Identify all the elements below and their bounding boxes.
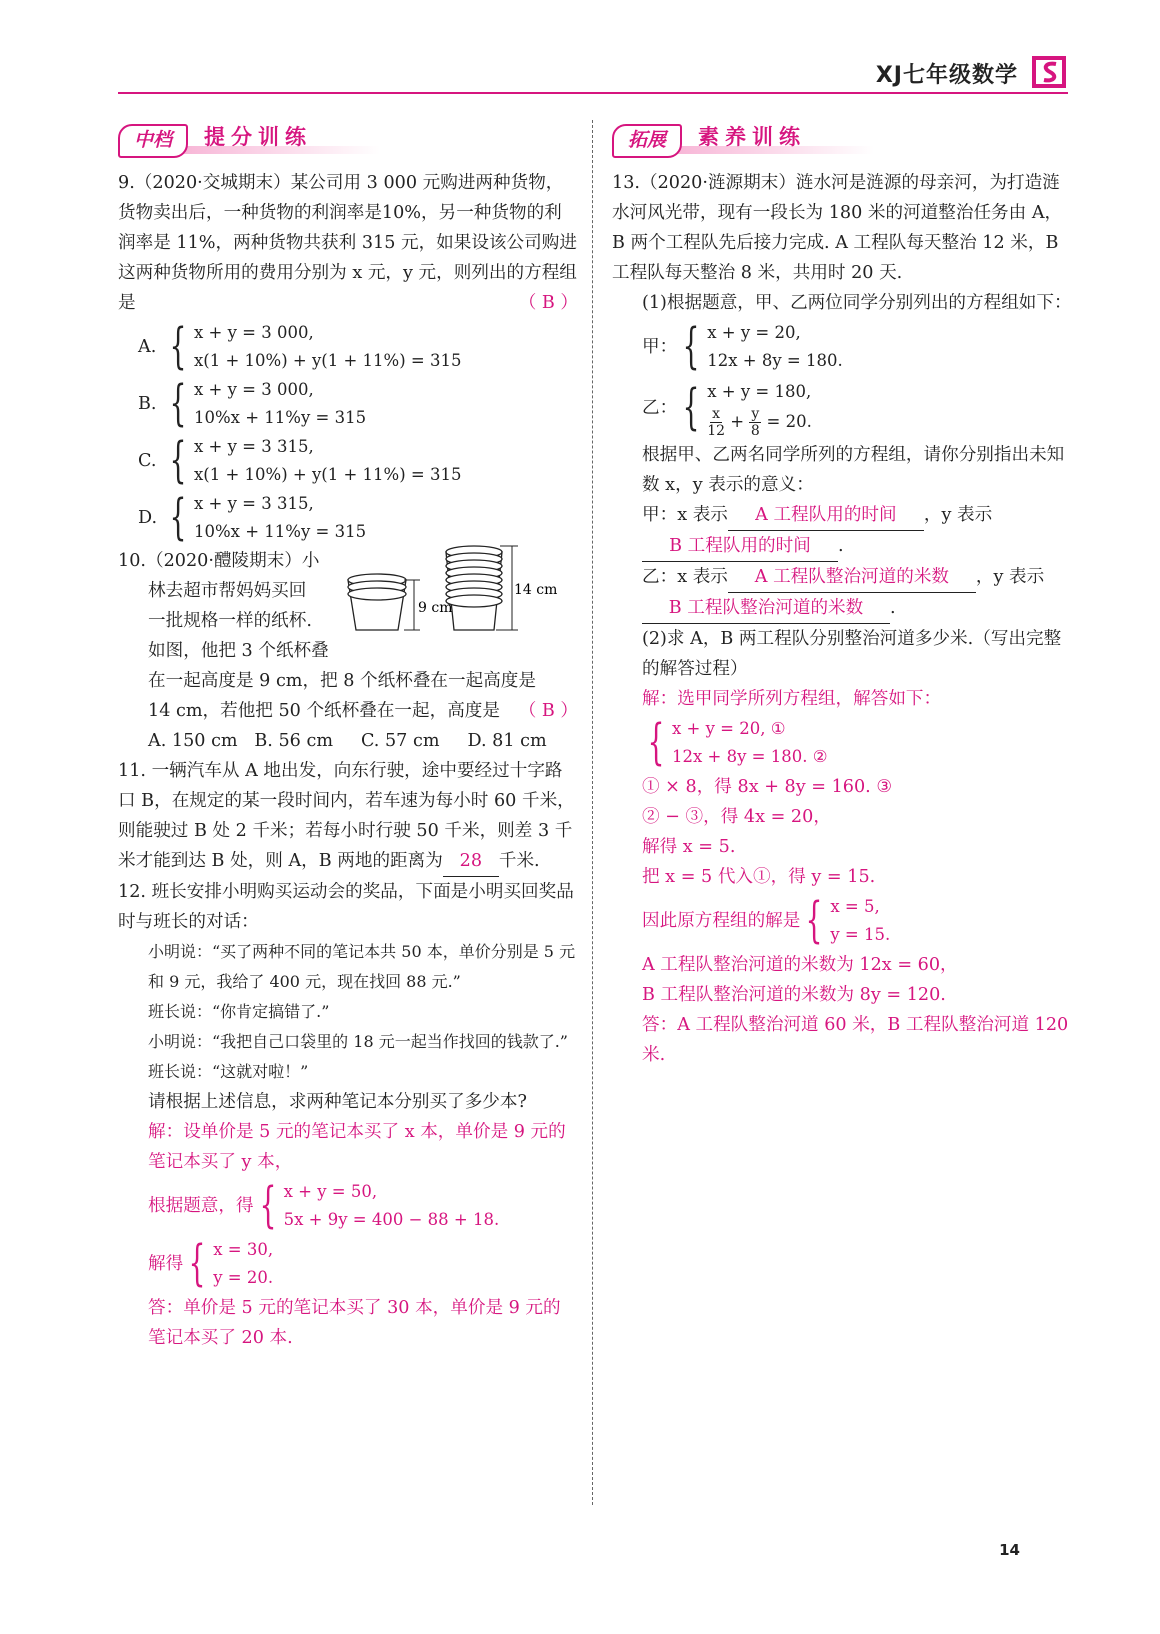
yi-y-blank: B 工程队整治河道的米数 <box>642 593 890 624</box>
q13-part1: (1)根据题意，甲、乙两位同学分别列出的方程组如下： <box>642 293 1072 313</box>
q10-line: 在一起高度是 9 cm，把 8 个纸杯叠在一起高度是 <box>148 671 536 691</box>
yi-system: 乙： { x + y = 180, $\frac{x}{12}$ + $\frac{y}{8}$ = 20. <box>642 379 812 439</box>
q10-line: 10.（2020·醴陵期末）小 <box>118 551 320 571</box>
q13-part2: (2)求 A，B 两工程队分别整治河道多少米.（写出完整的解答过程） <box>642 629 1062 679</box>
q10-line: 14 cm，若他把 50 个纸杯叠在一起，高度是 （ B ） <box>118 696 578 726</box>
column-divider <box>592 120 593 1505</box>
q11-blank: 28 <box>443 846 499 877</box>
jia-x-blank: A 工程队用的时间 <box>728 500 924 531</box>
q12-system: 根据题意，得 { x + y = 50, 5x + 9y = 400 − 88 + 18. <box>148 1177 500 1234</box>
book-title: XJ七年级数学 <box>875 63 1018 88</box>
page-number: 14 <box>999 1541 1020 1559</box>
q12-dialog: 班长说：“你肯定搞错了.” <box>148 1002 330 1021</box>
q10-line: 林去超市帮妈妈买回 <box>148 581 307 601</box>
q13-solution-line: B 工程队整治河道的米数为 8y = 120. <box>642 985 946 1005</box>
q12-dialog: 小明说：“我把自己口袋里的 18 元一起当作找回的钱款了.” <box>148 1032 568 1051</box>
section-title: 提分训练 <box>204 125 312 149</box>
q12-ask: 请根据上述信息，求两种笔记本分别买了多少本? <box>148 1092 527 1112</box>
level-badge: 拓展 <box>612 124 682 158</box>
section-header-left <box>118 120 578 160</box>
cup-label-large: 14 cm <box>514 582 558 598</box>
level-badge: 中档 <box>118 124 188 158</box>
section-header-right <box>612 120 1074 160</box>
q13-solution-line: 把 x = 5 代入①，得 y = 15. <box>642 867 876 887</box>
header-rule <box>118 92 1068 94</box>
yi-x-blank: A 工程队整治河道的米数 <box>728 562 976 593</box>
q13-solution-line: A 工程队整治河道的米数为 12x = 60， <box>642 955 958 975</box>
q10-line: 如图，他把 3 个纸杯叠 <box>148 641 329 661</box>
q13-ask: 根据甲、乙两名同学所列的方程组，请你分别指出未知数 x，y 表示的意义： <box>642 445 1065 495</box>
yi-meaning: 乙：x 表示 A 工程队整治河道的米数 ，y 表示B 工程队整治河道的米数 . <box>612 562 1074 624</box>
option-d: D. { x + y = 3 315, 10%x + 11%y = 315 <box>138 488 367 545</box>
q10-answer: （ B ） <box>518 701 578 721</box>
q13-result: 因此原方程组的解是 { x = 5, y = 15. <box>642 892 891 949</box>
q12-result: 解得 { x = 30, y = 20. <box>148 1235 274 1292</box>
q9-options <box>118 318 578 546</box>
jia-system: 甲： { x + y = 20, 12x + 8y = 180. <box>642 318 843 375</box>
jia-meaning: 甲：x 表示 A 工程队用的时间 ，y 表示B 工程队用的时间 . <box>612 500 1074 562</box>
q13-solution-line: ① × 8，得 8x + 8y = 160. ③ <box>642 777 893 797</box>
option-c: C. { x + y = 3 315, x(1 + 10%) + y(1 + 11%) = 315 <box>138 431 462 488</box>
q11: 11. 一辆汽车从 A 地出发，向东行驶，途中要经过十字路口 B，在规定的某一段时间内，若车速为每小时 60 千米，则能驶过 B 处 2 千米；若每小时行驶 50 千米，则差 3 千米才能到达 B 处，则 A，B 两地的距离为 28 千米. <box>118 756 578 877</box>
option-b: B. { x + y = 3 000, 10%x + 11%y = 315 <box>138 374 367 431</box>
q12-answer: 答：单价是 5 元的笔记本买了 30 本，单价是 9 元的笔记本买了 20 本. <box>148 1298 561 1348</box>
s-logo-icon <box>1032 54 1068 90</box>
q13-stem: 13.（2020·涟源期末）涟水河是涟源的母亲河，为打造涟水河风光带，现有一段长为 180 米的河道整治任务由 A，B 两个工程队先后接力完成. A 工程队每天整治 12 米，B 工程队每天整治 8 米，共用时 20 天. <box>612 173 1063 283</box>
q10 <box>118 546 578 756</box>
q9-answer: （ B ） <box>518 293 578 313</box>
option-a: A. { x + y = 3 000, x(1 + 10%) + y(1 + 11%) = 315 <box>138 317 462 374</box>
q12 <box>118 877 578 1353</box>
q12-solution: 解：设单价是 5 元的笔记本买了 x 本，单价是 9 元的笔记本买了 y 本， <box>148 1122 566 1172</box>
q13-system: { x + y = 20, ① 12x + 8y = 180. ② <box>647 714 828 771</box>
right-column <box>612 120 1074 1070</box>
left-column <box>118 120 578 1353</box>
q10-options: A. 150 cm B. 56 cm C. 57 cm D. 81 cm <box>148 731 547 751</box>
q12-dialog: 班长说：“这就对啦！” <box>148 1062 309 1081</box>
q9-stem: 9.（2020·交城期末）某公司用 3 000 元购进两种货物，货物卖出后，一种货物的利润率是10%，另一种货物的利润率是 11%，两种货物共获利 315 元，如果设该公司购进这两种货物所用的费用分别为 x 元，y 元，则列出的方程组是 （ B ） <box>118 168 578 318</box>
paper-cups-figure <box>342 540 572 670</box>
q10-line: 一批规格一样的纸杯. <box>148 611 312 631</box>
q12-dialog: 小明说：“买了两种不同的笔记本共 50 本，单价分别是 5 元和 9 元，我给了 400 元，现在找回 88 元.” <box>148 942 576 991</box>
q13-solution-line: 解：选甲同学所列方程组，解答如下： <box>642 689 942 709</box>
q13-answer: 答：A 工程队整治河道 60 米，B 工程队整治河道 120 米. <box>642 1015 1069 1065</box>
section-title: 素养训练 <box>698 125 806 149</box>
q13-solution-line: ② − ③，得 4x = 20， <box>642 807 831 827</box>
cup-label-small: 9 cm <box>418 600 453 616</box>
q12-intro: 12. 班长安排小明购买运动会的奖品，下面是小明买回奖品时与班长的对话： <box>118 882 574 932</box>
jia-y-blank: B 工程队用的时间 <box>642 531 838 562</box>
q13-solution-line: 解得 x = 5. <box>642 837 736 857</box>
